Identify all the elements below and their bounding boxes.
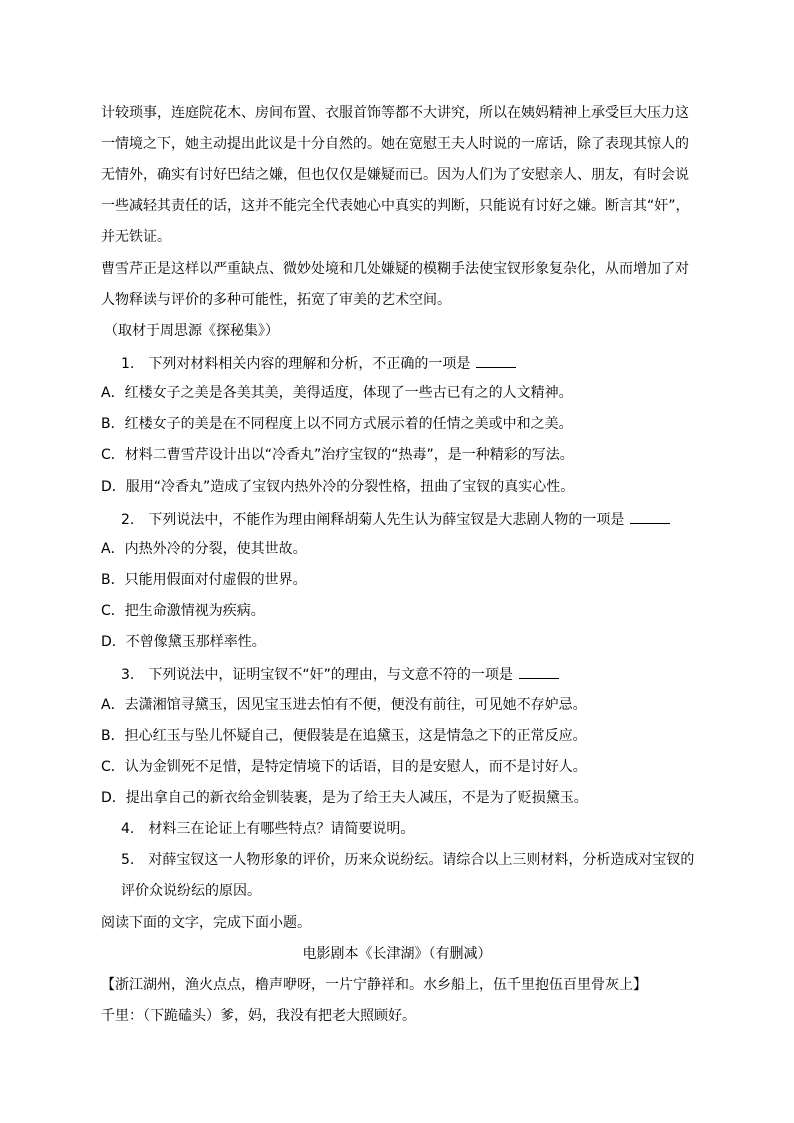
option-b: B．担心红玉与坠儿怀疑自己，便假装是在追黛玉，这是情急之下的正常反应。: [101, 728, 587, 744]
question-4: 4. 材料三在论证上有哪些特点？请简要说明。: [121, 821, 415, 837]
option-c: C．材料二曹雪芹设计出以“冷香丸”治疗宝钗的“热毒”，是一种精彩的写法。: [101, 447, 574, 463]
option-d: D．不曾像黛玉那样率性。: [101, 634, 266, 650]
reading-instruction: 阅读下面的文字，完成下面小题。: [101, 915, 311, 931]
option-b: B．红楼女子的美是在不同程度上以不同方式展示着的任情之美或中和之美。: [101, 416, 573, 432]
passage-line: 曹雪芹正是这样以严重缺点、微妙处境和几处嫌疑的模糊手法使宝钗形象复杂化，从而增加了对: [101, 261, 689, 277]
option-a: A．红楼女子之美是各美其美，美得适度，体现了一些古已有之的人文精神。: [101, 385, 573, 401]
question-2: [121, 509, 670, 527]
passage-line: 无情外，确实有讨好巴结之嫌，但也仅仅是嫌疑而已。因为人们为了安慰亲人、朋友，有时会说: [101, 167, 689, 183]
passage-line: 一些减轻其责任的话，这并不能完全代表她心中真实的判断，只能说有讨好之嫌。断言其“奸”，: [101, 198, 690, 214]
question-stem: 1. 下列对材料相关内容的理解和分析，不正确的一项是: [121, 356, 471, 372]
option-d: D．提出拿自己的新衣给金钏装裹，是为了给王夫人减压，不是为了贬损黛玉。: [101, 790, 588, 806]
passage-line: 计较琐事，连庭院花木、房间布置、衣服首饰等都不大讲究，所以在姨妈精神上承受巨大压力这: [101, 105, 689, 121]
dialogue-line: 千里：（下跪磕头）爹，妈，我没有把老大照顾好。: [101, 1008, 416, 1024]
option-a: A．内热外冷的分裂，使其世故。: [101, 541, 307, 557]
option-c: C．认为金钏死不足惜，是特定情境下的话语，目的是安慰人，而不是讨好人。: [101, 759, 587, 775]
passage-line: 人物释读与评价的多种可能性，拓宽了审美的艺术空间。: [101, 292, 451, 308]
passage-source: （取材于周思源《探秘集》）: [104, 323, 279, 339]
option-a: A．去潇湘馆寻黛玉，因见宝玉进去怕有不便，便没有前往，可见她不存妒忌。: [101, 697, 587, 713]
answer-blank: [630, 509, 670, 524]
passage-line: 并无铁证。: [101, 229, 171, 245]
question-5: 5. 对薛宝钗这一人物形象的评价，历来众说纷纭。请综合以上三则材料，分析造成对宝钗的: [121, 852, 695, 868]
question-5-continuation: 评价众说纷纭的原因。: [121, 883, 261, 899]
option-b: B．只能用假面对付虚假的世界。: [101, 572, 307, 588]
answer-blank: [476, 353, 516, 368]
answer-blank: [519, 664, 559, 679]
stage-direction: 【浙江湖州，渔火点点，橹声咿呀，一片宁静祥和。水乡船上，伍千里抱伍百里骨灰上】: [101, 977, 647, 993]
screenplay-title: 电影剧本《长津湖》（有删减）: [302, 946, 492, 962]
question-1: [121, 353, 516, 371]
option-c: C．把生命激情视为疾病。: [101, 603, 265, 619]
question-stem: 3. 下列说法中，证明宝钗不“奸”的理由，与文意不符的一项是: [121, 667, 513, 683]
option-d: D．服用“冷香丸”造成了宝钗内热外冷的分裂性格，扭曲了宝钗的真实心性。: [101, 479, 575, 495]
question-3: [121, 664, 559, 682]
question-stem: 2. 下列说法中，不能作为理由阐释胡菊人先生认为薛宝钗是大悲剧人物的一项是: [121, 512, 625, 528]
passage-line: 一情境之下，她主动提出此议是十分自然的。她在宽慰王夫人时说的一席话，除了表现其惊人的: [101, 136, 689, 152]
